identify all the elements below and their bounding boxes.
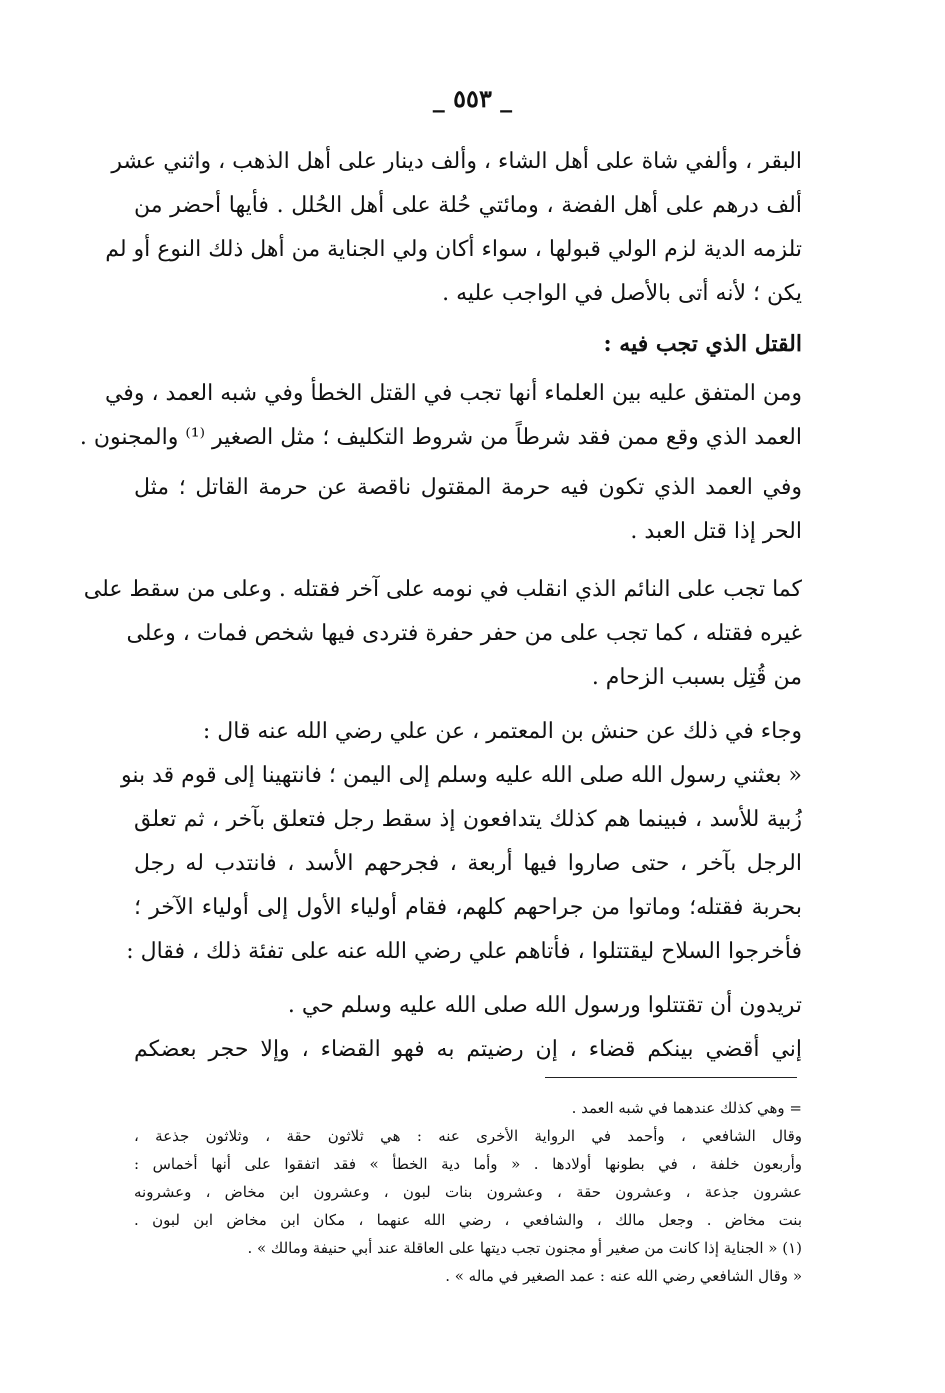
footnote-line: وأربعون خلفة ، في بطونها أولادها . « وأما دية الخطأ » فقد اتفقوا على أنها أخماس : xyxy=(134,1155,802,1173)
footnote-line: « وقال الشافعي رضي الله عنه : عمد الصغير في ماله » . xyxy=(445,1267,802,1285)
text-line: زُبية للأسد ، فبينما هم كذلك يتدافعون إذ سقط رجل فتعلق بآخر ، ثم تعلق xyxy=(134,807,802,832)
paragraph-judgment xyxy=(134,984,802,1072)
text-line: غيره فقتله ، كما تجب على من حفر حفرة فتردى فيها شخص فمات ، وعلى xyxy=(126,621,802,646)
text-line: الرجل بآخر ، حتى صاروا فيها أربعة ، فجرحهم الأسد ، فانتدب له رجل xyxy=(134,851,802,876)
text-line: كما تجب على النائم الذي انقلب في نومه على آخر فقتله . وعلى من سقط على xyxy=(83,577,802,602)
text-line: ألف درهم على أهل الفضة ، ومائتي حُلة على أهل الحُلل . فأيها أحضر من xyxy=(134,193,802,218)
text-line: تريدون أن تقتتلوا ورسول الله صلى الله عليه وسلم حي . xyxy=(287,993,802,1018)
paragraph-hadith-quote xyxy=(120,754,802,974)
text-line: الحر إذا قتل العبد . xyxy=(630,519,802,544)
page-number: _ ٥٥٣ _ xyxy=(432,84,513,113)
text-line: وجاء في ذلك عن حنش بن المعتمر ، عن علي رضي الله عنه قال : xyxy=(202,719,802,744)
footnote-line: عشرون جذعة ، وعشرون حقة ، وعشرون بنات لبون ، وعشرون ابن مخاض ، وعشرونه xyxy=(134,1183,802,1201)
text-line: يكن ؛ لأنه أتى بالأصل في الواجب عليه . xyxy=(442,281,802,306)
footnotes xyxy=(134,1094,802,1290)
footnote-line: وقال الشافعي ، وأحمد في الرواية الأخرى عنه : هي ثلاثون حقة ، وثلاثون جذعة ، xyxy=(134,1127,802,1145)
text-line: فأخرجوا السلاح ليقتتلوا ، فأتاهم علي رضي الله عنه على تفئة ذلك ، فقال : xyxy=(126,939,802,964)
paragraph-agreed-cases xyxy=(79,372,802,460)
paragraph-lesser-sanctity xyxy=(134,466,802,554)
footnote-separator xyxy=(545,1077,797,1078)
text-line: وفي العمد الذي تكون فيه حرمة المقتول ناقصة عن حرمة القاتل ؛ مثل xyxy=(134,475,802,500)
paragraph-hadith-intro xyxy=(134,710,802,754)
text-line: إني أقضي بينكم قضاء ، إن رضيتم به فهو القضاء ، وإلا حجر بعضكم xyxy=(134,1037,802,1062)
paragraph-sleeping-person xyxy=(83,568,802,700)
text-line: البقر ، وألفي شاة على أهل الشاء ، وألف دينار على أهل الذهب ، واثني عشر xyxy=(111,149,802,174)
paragraph-diya-types xyxy=(105,140,802,316)
text-line: العمد الذي وقع ممن فقد شرطاً من شروط التكليف ؛ مثل الصغير ⁽¹⁾ والمجنون . xyxy=(79,425,802,450)
footnote-line: = وهي كذلك عندهما في شبه العمد . xyxy=(571,1099,802,1117)
text-line: ومن المتفق عليه بين العلماء أنها تجب في القتل الخطأ وفي شبه العمد ، وفي xyxy=(104,381,802,406)
footnote-line: بنت مخاض . وجعل مالك ، والشافعي ، رضي الله عنهما ، مكان ابن مخاض ابن لبون . xyxy=(134,1211,802,1229)
text-line: تلزمه الدية لزم الولي قبولها ، سواء أكان ولي الجناية من أهل ذلك النوع أو لم xyxy=(105,237,802,262)
section-heading: القتل الذي تجب فيه : xyxy=(603,331,802,357)
main-text xyxy=(79,140,802,1072)
footnote-line: (١) « الجناية إذا كانت من صغير أو مجنون تجب ديتها على العاقلة عند أبي حنيفة ومالك » . xyxy=(247,1239,802,1257)
text-line: « بعثني رسول الله صلى الله عليه وسلم إلى اليمن ؛ فانتهينا إلى قوم قد بنو xyxy=(120,763,802,788)
text-line: من قُتِل بسبب الزحام . xyxy=(591,665,802,690)
text-line: بحربة فقتله؛ وماتوا من جراحهم كلهم، فقام أولياء الأول إلى أولياء الآخر ؛ xyxy=(134,895,802,920)
